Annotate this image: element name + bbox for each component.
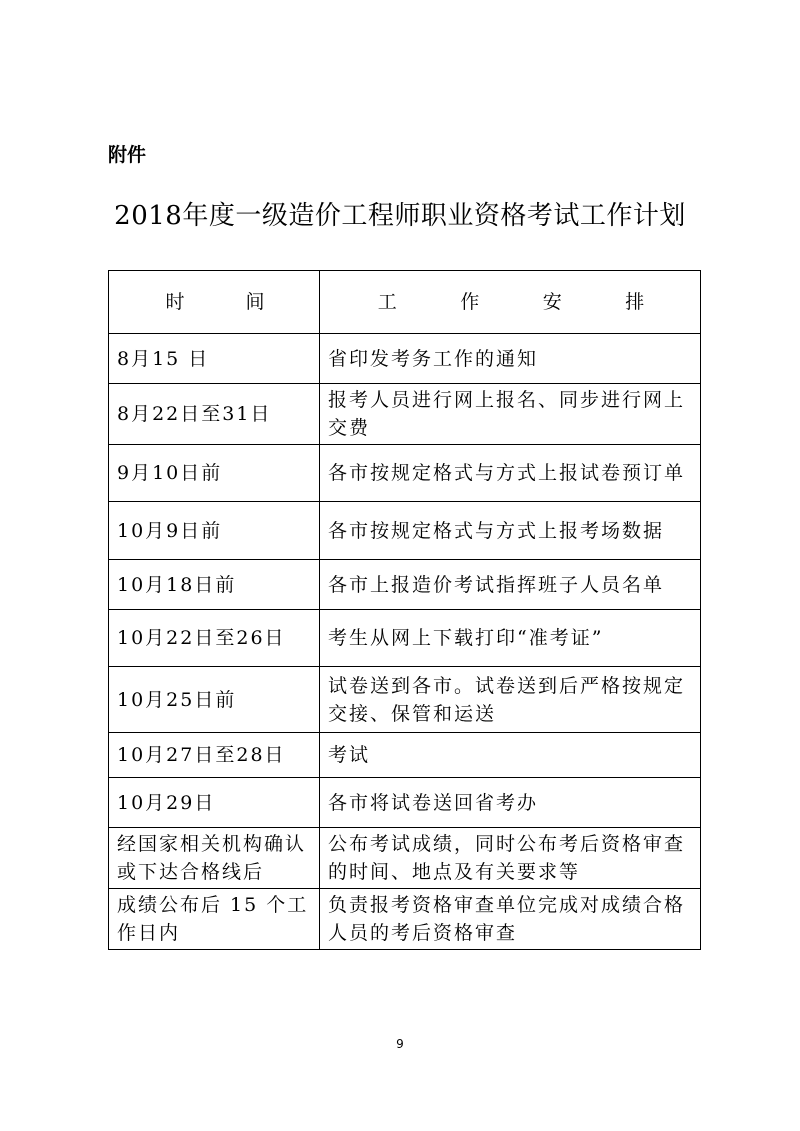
table-header-row [109,271,701,334]
row-task-cell: 各市按规定格式与方式上报试卷预订单 [320,445,701,502]
row-time-cell: 9月10日前 [109,445,320,502]
header-char: 间 [245,291,265,313]
row-time-cell: 8月15 日 [109,334,320,384]
header-time [117,288,313,316]
table-row [109,560,701,610]
row-task-cell: 报考人员进行网上报名、同步进行网上交费 [320,384,701,445]
table-row [109,778,701,828]
header-task [328,288,694,316]
row-time-cell: 10月18日前 [109,560,320,610]
header-char: 工 [377,291,397,313]
document-title: 2018年度一级造价工程师职业资格考试工作计划 [114,201,686,231]
header-task-cell [320,271,701,334]
row-task-cell: 各市上报造价考试指挥班子人员名单 [320,560,701,610]
row-task-cell: 试卷送到各市。试卷送到后严格按规定交接、保管和运送 [320,667,701,733]
row-time-cell: 10月27日至28日 [109,733,320,778]
row-task-cell: 考试 [320,733,701,778]
header-char: 时 [165,291,185,313]
row-time-cell: 10月9日前 [109,502,320,560]
row-task-cell: 考生从网上下载打印“准考证” [320,610,701,667]
table-row [109,502,701,560]
row-time-cell: 8月22日至31日 [109,384,320,445]
header-char: 排 [625,291,645,313]
row-task-cell: 负责报考资格审查单位完成对成绩合格人员的考后资格审查 [320,889,701,950]
table-row [109,828,701,889]
row-time-cell: 10月25日前 [109,667,320,733]
table-row [109,610,701,667]
table-row [109,384,701,445]
row-task-cell: 公布考试成绩，同时公布考后资格审查的时间、地点及有关要求等 [320,828,701,889]
table-row [109,445,701,502]
page-number: 9 [396,1037,404,1051]
row-time-cell: 经国家相关机构确认或下达合格线后 [109,828,320,889]
table-row [109,667,701,733]
header-char: 安 [542,291,562,313]
row-task-cell: 省印发考务工作的通知 [320,334,701,384]
attachment-label: 附件 [108,144,147,166]
header-time-cell [109,271,320,334]
table-row [109,889,701,950]
work-plan-table [108,270,701,950]
row-time-cell: 成绩公布后 15 个工作日内 [109,889,320,950]
header-char: 作 [460,291,480,313]
table-row [109,334,701,384]
work-plan-table-body [109,271,701,950]
row-time-cell: 10月22日至26日 [109,610,320,667]
row-time-cell: 10月29日 [109,778,320,828]
row-task-cell: 各市按规定格式与方式上报考场数据 [320,502,701,560]
row-task-cell: 各市将试卷送回省考办 [320,778,701,828]
table-row [109,733,701,778]
